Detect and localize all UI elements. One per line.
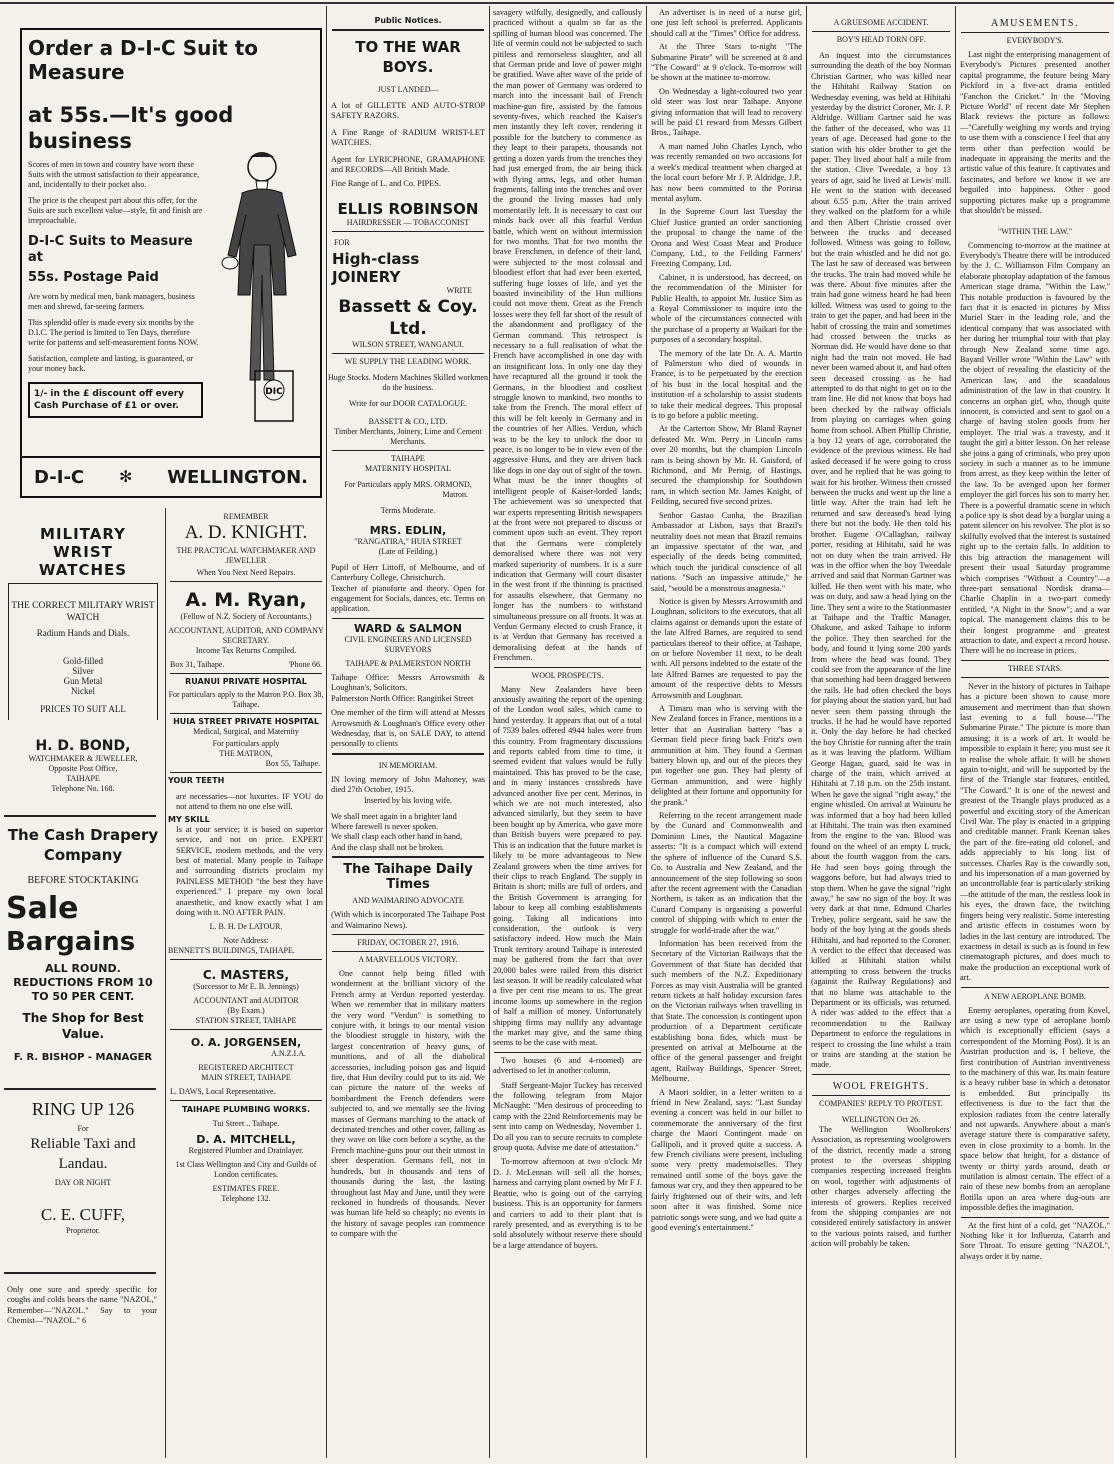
maternity-line-1: For Particulars apply MRS. ORMOND,	[344, 479, 472, 489]
wool-prospects-body: Many New Zealanders have been anxiously awaiting the report of the opening of the London wool sales, which came to hand yesterday. It appears that out of a total of 7539 bales offered 4944 bales were from this country. From fragmentary discussions and reports cabled from time to time, it seemed evident that values would be fully maintained. This has proved to be the case, and in many instances crossbreds have advanced another five per cent. Merinos, in which we are not much interested, also advanced similarly, but they seem to have been bought up by America, who gave more than British buyers were prepared to pay. This is an indication that the future market is likely to be more advantageous to New Zealand growers when the time arrives for their clips to reach England. The supply in Britain is short; mills are full of orders, and the British Government is arranging for labour to keep all combing establishments going. Taking all indications into consideration, the outlook is very satisfactory indeed. How much the Main Trunk territory around Taihape is interested may be gathered from the fact that over 20,000 bales were railed from this district last season. It will be readily calculated what a five per cent rise means to us. The great income looms up somewhere in the region of half a million of money. Unfortunately shipping firms may nullify any advantage the market may give, and the same thing seems to be the case with meat.	[493, 684, 642, 1048]
victory-headline: A MARVELLOUS VICTORY.	[358, 954, 458, 964]
cash-line-3: The Shop for Best Value.	[22, 1011, 144, 1041]
masters-name: C. MASTERS,	[202, 968, 290, 983]
maternity-line-2: Matron.	[442, 489, 468, 499]
wool-freights-headline: WOOL FREIGHTS.	[832, 1080, 930, 1092]
mitchell-line-2: 1st Class Wellington and City and Guilds of London certificates.	[175, 1160, 317, 1180]
knight-line-2: When You Next Need Repairs.	[196, 568, 296, 577]
maternity-headline-1: TAIHAPE	[391, 453, 425, 463]
jorgensen-line-1: A.N.Z.I.A.	[271, 1049, 306, 1059]
edlin-line-3: Teacher of pianoforte and theory. Open for engagement for Socials, dances, etc. Terms on application.	[331, 583, 485, 614]
cash-drapery-advert	[6, 825, 160, 1063]
jorgensen-line-2: REGISTERED ARCHITECT	[198, 1063, 294, 1073]
dic-headline-1: Order a D-I-C Suit to Measure	[28, 36, 259, 84]
cash-line-2: ALL ROUND. REDUCTIONS FROM 10 TO 50 PER CENT.	[13, 962, 153, 1003]
ring-line-4: DAY OR NIGHT	[54, 1178, 112, 1187]
note-9: Senhor Gastao Cunha, the Brazilian Ambassador at Lisbon, says that Brazil's neutrality does not mean that Brazil remains an impassive spectator of the war, and especially of the deeds being committed, which touch the juridical conscience of all nations. "Such an impassive attitude," he said, "would be a monstrous anagnesia."	[651, 510, 802, 593]
masters-line-2: ACCOUNTANT and AUDITOR	[193, 996, 299, 1006]
three-stars-body: Never in the history of pictures in Taihape has a picture been shown to cause more amusement and merriment than that shown last evening to a full house—"The Submarine Pirate." The picture is more than amusing; it is a work of art. It would be impossible to explain it here; you must see it to realise the whole affair. It will be shown again to-night, and will be supported by the first of the Triangle star features, entitled, "The Coward." It is one of the newest and greatest of the Triangle plays produced as a powerful and exciting story of the American Civil War. The play is enacted in a gripping and creditable manner. Frank Keenan takes the part of the fire-eating old colonel, and adds appreciably to his long list of successes. Charles Ray is the cowardly son, and his impersonation of a man governed by an uncontrollable fear is particularly striking—the attitude of the man, the restless look in his eyes, the drawn face, the twitching fingers being very realistic. Some interesting and artistic effects in costumes worn by ladies in the last century are introduced. The exactness in detail is such as is found in few cinematograph pictures, and does much to make the production an exceptional work of art.	[960, 681, 1110, 983]
mw-line-1: THE CORRECT MILITARY WRIST WATCH	[11, 601, 155, 623]
mitchell-name: D. A. MITCHELL,	[196, 1133, 296, 1147]
column-3	[328, 8, 488, 1460]
column-4	[490, 8, 645, 1460]
bomb-body: Enemy aeroplanes, operating from Kovel, are using a new type of aeroplane bomb which is exceptionally efficient (says a correspondent of the Morning Post). It is an Austrian production and is, I believe, the first contribution of Austrian inventiveness to the machinery of this war. Its main feature is a heavy rubber base in which a detonator is embedded. But principally its effectiveness is due to the fact that the explosion radiates from the centre laterally and not upwards. Anywhere about a man's average stature there is comparative safety, even in close proximity to a bomb. In the space below that height, for a distance of twenty or thirty yards around, death or mutilation is almost certain. The effect of a rain of these new bombs from an aeroplane flotilla upon an area where dug-outs are impossible defies the imagination.	[960, 1005, 1110, 1213]
bassett-address: WILSON STREET, WANGANUI.	[352, 339, 464, 349]
public-notices-label: Public Notices.	[374, 16, 442, 25]
three-stars-headline: THREE STARS.	[1007, 663, 1063, 673]
skill-signature: L. B. H. De LATOUR.	[209, 922, 283, 932]
note-1: An advertiser is in need of a nurse girl, one just left school is preferred. Applicants should call at the "Times" Office for address.	[651, 8, 802, 38]
ward-line-2: TAIHAPE & PALMERSTON NORTH	[345, 658, 471, 668]
within-law-headline: "WITHIN THE LAW."	[997, 226, 1073, 236]
note-mclennan: To-morrow afternoon at two o'clock Mr D. J. McLennan will sell all the horses, harness and carrying plant owned by Mr F J. Beattie, who is going out of the carrying business. This is an opportunity for farmers and carriers to add to their plant that is rarely presented, and as everything is to be sold absolutely without reserve there should be a large attendance of buyers.	[493, 1157, 642, 1250]
ring-proprietor: Proprietor.	[66, 1226, 100, 1235]
accident-subhead: BOY'S HEAD TORN OFF.	[836, 35, 926, 44]
edlin-line-2: Pupil of Herr Littoff, of Melbourne, and of Canterbury College, Christchurch.	[331, 562, 485, 583]
amusements-headline: AMUSEMENTS.	[991, 18, 1079, 29]
mitchell-line-1: Registered Plumber and Drainlayer.	[188, 1146, 304, 1156]
skill-address-1: Note Address:	[223, 936, 269, 946]
ward-line-1: CIVIL ENGINEERS AND LICENSED SURVEYORS	[344, 634, 472, 654]
ellis-line-1: HAIRDRESSER — TOBACCONIST	[346, 217, 470, 227]
star-icon: ✻	[118, 469, 133, 486]
column-7	[957, 8, 1113, 1460]
suited-man-illustration	[212, 145, 312, 395]
memoriam-line-6: And the clasp shall not be broken.	[331, 842, 445, 852]
mw-line-5: Gun Metal	[63, 676, 103, 686]
column-rule	[806, 6, 807, 1458]
ring-line-1: For	[77, 1124, 89, 1133]
bomb-headline: A NEW AEROPLANE BOMB.	[983, 991, 1087, 1001]
column-rule	[955, 6, 956, 1458]
accident-headline: A GRUESOME ACCIDENT.	[833, 18, 929, 27]
memoriam-line-3: We shall meet again in a brighter land	[331, 811, 457, 821]
bond-line-3: TAIHAPE	[66, 774, 100, 783]
huia-line-3: THE MATRON,	[219, 749, 273, 758]
edlin-address: "RANGATIRA," HUIA STREET	[354, 536, 462, 546]
times-subtitle: AND WAIMARINO ADVOCATE	[352, 896, 464, 906]
note-12: Referring to the recent arrangement made by the Cunard and Commonwealth and Dominion Lines, the Nautical Magazine asserts: "It is a compact which will extend the sphere of influence of the Cunard S.S. Co. to Australia and New Zealand, and the announcement of the step following so soon after the recent agreement with the Canadian Northern, is taken as an indication that the Cunard Company is organising a powerful control of shipping with which to enter the struggle for world-trade after the war."	[651, 811, 802, 935]
wool-freights-subhead: COMPANIES' REPLY TO PROTEST.	[819, 1098, 943, 1108]
huia-headline: HUIA STREET PRIVATE HOSPITAL	[173, 717, 319, 726]
war-line-5: Fine Range of L. and Co. PIPES.	[331, 179, 441, 189]
ruanui-line-1: For particulars apply to the Matron P.O. Box 38, Taihape.	[168, 690, 324, 709]
bassett-line-2: Huge Stocks. Modern Machines Skilled workmen do the business.	[328, 372, 488, 392]
mw-headline: MILITARY WRIST WATCHES	[38, 525, 128, 579]
dic-logo-icon	[254, 370, 294, 422]
note-14: A Maori soldier, in a letter written to a friend in New Zealand, says: "Last Sunday evening a concert was held in our billet to commemorate the anniversary of the first charge the Maori Contingent made on Gallipoli, and it proved quite a success. A few French civilians were present, including some very pretty mademoiselles. They remained until some of the boys gave the famous war cry, and they then appeared to be fairly frightened out of their wits, and left soon after it was finished. Some nice patriotic songs were sung, and we had quite a good evening's entertainment."	[651, 1087, 802, 1232]
war-line-4: Agent for LYRICPHONE, GRAMAPHONE and RECORDS—All British Made.	[331, 154, 485, 175]
memoriam-line-2: Inserted by his loving wife.	[364, 795, 452, 805]
cash-line-4: F. R. BISHOP - MANAGER	[13, 1052, 153, 1063]
jorgensen-line-4: L. DAWS, Local Representative.	[170, 1087, 276, 1097]
dic-advert	[20, 28, 322, 498]
plumbing-headline: TAIHAPE PLUMBING WORKS.	[181, 1105, 311, 1115]
bond-line-4: Telephone No. 168.	[51, 784, 115, 793]
knight-line-1: THE PRACTICAL WATCHMAKER AND JEWELLER	[176, 546, 316, 565]
everybodys-body: Last night the enterprising management of Everybody's Pictures presented another capital programme, the feature being Mary Pickford in a five-act drama entitled "Fanchon the Cricket." In the "Moving Picture World" of recent date Mr Stephen Black reviews the picture as follows:—"Carefully weighing my words and trying to use them with a conscience I feel that any term other than perfection would be inadequate in appraising the merits and the artistic value of this feature. It captivates and fascinates, and before we know it we are beguiled into happiness. Other good supporting pictures make up a programme that shouldn't be missed.	[960, 50, 1110, 216]
column-2b	[165, 508, 326, 1458]
note-4: A man named John Charles Lynch, who was recently remanded on two occasions for a week's medical treatment when charged at the local court before Mr J. P. Aldridge, J.P., has now been committed to the Porirua mental asylum.	[651, 141, 802, 203]
dic-footer	[22, 456, 320, 496]
dic-para-5: Satisfaction, complete and lasting, is guaranteed, or your money back.	[28, 354, 194, 373]
note-6: Cabinet, it is understood, has decreed, on the recommendation of the Minister for Public Health, to appoint Mr. Justice Sim as a Royal Commissioner to inquire into the whole of the circumstances connected with the purchase of a property at Waikari for the purposes of a secondary hospital.	[651, 272, 802, 345]
note-11: A Timaru man who is serving with the New Zealand forces in France, mentions in a letter that an Australian battery "has a German field piece firing back Fritz's own ammunition at him. They found a German battery blown up, and out of the pieces they put together one gun. They had plenty of German ammunition, and were highly delighted at their fortune and opportunity for the prank."	[651, 704, 802, 807]
column-6	[808, 8, 954, 1460]
memoriam-line-4: Where farewell is never spoken.	[331, 821, 439, 831]
plumbing-line-1: Tui Street .. Taihape.	[212, 1119, 280, 1129]
dic-para-4: This splendid offer is made every six months by the D.I.C. The period is limited to Ten Days, therefore write for patterns and self-measurement forms NOW.	[28, 318, 199, 347]
bassett-line-3: Write for our DOOR CATALOGUE.	[349, 398, 467, 408]
teeth-line-1: are necessaries—not luxuries. IF YOU do not attend to them no one else will.	[176, 792, 323, 812]
within-law-body: Commencing to-morrow at the matinee at Everybody's Theatre there will be introduced by the J. C. Williamson Film Company an elaborate photoplay adaptation of the famous American stage drama, "Within the Law." This notable production is favoured by the fact that it is enacted in pictures by Miss Muriel Starr in the leading role, and the identical company that was associated with her during her triumphal tour with that play through New Zealand some time ago. Bayard Veiller wrote "Within the Law" with the object of revealing the elasticity of the American law, and the scandalous administration of the law in that country. It concerns an orphan girl, who, though quite innocent, is convicted and sent to gaol on a charge of having stolen goods from her employer. The trial was a travesty, and it taught the girl a bitter lesson. On her release she joins a gang of criminals, who prey upon society in such a manner as to be immune from arrest, as they keep within the letter of the law. To be avenged upon her former employer the girl forces his son to marry her. There is a powerful dramatic scene in which a police spy is shot dead by a burglar using a patent silencer on his revolver. The plot is so skilfully evolved that the interest is sustained right up to the certain falls. In addition to this big attraction the management will present their usual Saturday programme which comprises "Without a Country"—a three-part sensational Nordisk drama—Charlie Chaplin in a two-part comedy entitled, "A Night in the Snow"; and a war topical. The management claims this to be their longest programme and greatest attraction to date, and expect a record house. There will be no increase in prices.	[960, 240, 1110, 656]
jorgensen-name: O. A. JORGENSEN,	[190, 1036, 302, 1050]
note-7: The memory of the late Dr. A. A. Martin of Palmerston who died of wounds in France, is to be perpetuated by the erection of his bust in the local hospital and the institution of a scholarship to assist students to take their medical degrees. This proposal is to go before a public meeting.	[651, 348, 802, 421]
dic-headline-3: D-I-C Suits to Measure at	[28, 234, 193, 265]
nazol-notice-2: At the first hint of a cold, get "NAZOL." Nothing like it for Influenza, Catarrh and Sore Throat. To ensure getting "NAZOL", always order it by name.	[960, 1220, 1110, 1261]
dic-footer-left: D-I-C	[34, 466, 85, 488]
dic-para-3: Are worn by medical men, bank managers, business men and shrewd, far-seeing farmers.	[28, 292, 195, 311]
ryan-line-1: (Fellow of N.Z. Society of Accountants.)	[180, 612, 312, 621]
everybodys-headline: EVERYBODY'S.	[1006, 36, 1064, 45]
joinery-write: WRITE	[446, 285, 472, 295]
mw-line-2: Radium Hands and Dials.	[36, 628, 130, 638]
mw-line-7: PRICES TO SUIT ALL	[40, 704, 126, 714]
war-line-3: A Fine Range of RADIUM WRIST-LET WATCHES.	[331, 127, 485, 148]
times-masthead: The Taihape Daily Times	[343, 862, 473, 893]
wool-prospects-headline: WOOL PROSPECTS.	[531, 670, 604, 680]
ryan-name: A. M. Ryan,	[185, 589, 307, 611]
note-3: On Wednesday a light-coloured two year old steer was lost near Taihape. Anyone giving information that will lead to recovery will be paid £1 reward from Messrs Gilbert Bros., Taihape.	[651, 86, 802, 138]
svg-text:DIC: DIC	[265, 387, 283, 397]
cash-headline: The Cash Drapery Company	[7, 826, 159, 864]
mw-line-3: Gold-filled	[63, 656, 103, 666]
dic-discount: 1/- in the £ discount off every Cash Purchase of £1 or over.	[28, 382, 203, 418]
victory-body: One cannot help being filled with wonderment at the brilliant victory of the French army at Verdun reported yesterday. When we remember that in military matters the very word "Verdun" is something to conjure with, it brings to our mental vision the bloodiest struggle in history, with the largest concentration of heavy guns, of munitions, and of all the diabolical accessories, including poison gas and liquid fire, that Hun devilry could put to its aid. We can picture the nature of the weeks of bombardment the French defenders were subjected to, and we mentally see the living masses of Germans marching to the attack of decimated trenches and other cover, falling as they wave on like corn before a scythe, as the French machine-guns pour out their utmost in sheer desperation. Germans fell, not in hundreds, but in thousands and tens of thousands during the last, the lasting throughout last May and June, until they were reckoned in hundreds of thousands. Never was human life held so cheaply; no events in the history of savage peoples can commence to compare with the	[331, 968, 485, 1239]
skill-address-2: BENNETT'S BUILDINGS, TAIHAPE.	[168, 946, 295, 956]
dic-para-2: The price is the cheapest part about this offer, for the Suits are such excellent value—style, fit and finish are irreproachable.	[28, 196, 203, 225]
editorial-continued: savagery wilfully, designedly, and callously practiced without a qualm so far as the spilling of human blood was concerned. The life of vermin could not be subjected to such pitiless and remorseless slaughter, and all that German pride and love of power might be gratified. Wave after wave of the pride of the man power of Germany was ordered to march into the incessant hail of French machine-gun fire, assisted by the famous seventy-fives, which reached the Kaiser's men instantly they left cover, rendering it possible for the butchery to commence as they leapt to their parapets, thousands not getting a dozen yards from the trenches they had just emerged from, the air being thick with flying arms, legs, and other human fragments, falling into the trenches and over the ground the living masses had only momentarily left. It is necessary to cast our minds back over all this fearful Verdun battle, which went on without intermission for two months. That for two months the brave Frenchmen, in defence of their land, were subjected to the most colossal and bloodiest effort that had ever been exerted, suffering huge losses of life, and yet the boasted invincibility of the Hun millions could not move them. Great as the French losses were they fell far short of the result of the abandonment and profligacy of the German command. This retrospect is necessary to a full realisation of what the French have accomplished in one day with an insignificant loss. In only one day they have recaptured all the ground it took the Germans, in the bloodiest and costliest struggle known to mankind, two months to take from the French. The moral effect of this will be felt keenly in Germany and in the countries of her Allies. Verdun, which was to be the key to unlock the door to peace, is no longer to be in view even of the aggressive Huns, and they are driven back like dogs in one day out of sight of the town. What must be the inner thoughts of intelligent people of Kaiser-lorded lands; The achievement was so unexpected that war experts representing British newspapers at the front were not prepared to discuss or comment upon such an event. They report that the Germans were completely demoralised where there was not very marked superiority of numbers. It is a sure indication that Germany will court disaster in the west front if the thinning is practised for assaults elsewhere, that Germany no longer has the numbers to withstand simultaneous pressure on all fronts. It was at Verdun Germany elected to crush France, it is at Verdun that Germany has received a demoralising defeat at the hands of Frenchmen.	[493, 8, 642, 663]
edlin-line-1: (Late of Feilding.)	[378, 546, 438, 556]
ryan-line-2: ACCOUNTANT, AUDITOR, AND COMPANY SECRETARY.	[168, 626, 324, 645]
times-date: FRIDAY, OCTOBER 27, 1916.	[357, 937, 459, 947]
column-rule	[326, 6, 327, 1458]
joinery-for: FOR	[334, 237, 350, 247]
war-line-2: A lot of GILLETTE AND AUTO-STROP SAFETY RAZORS.	[331, 101, 485, 121]
dic-headline-2: at 55s.—It's good business	[28, 103, 234, 153]
taxi-advert	[6, 1098, 160, 1236]
column-rule	[646, 6, 647, 1458]
bond-line-2: Opposite Post Office,	[48, 764, 118, 773]
memoriam-line-1: IN loving memory of John Mahoney, was died 27th October, 1915.	[331, 774, 485, 795]
joinery-headline: High-class JOINERY	[332, 249, 420, 286]
bassett-line-1: WE SUPPLY THE LEADING WORK.	[344, 356, 472, 366]
bassett-line-5: Timber Merchants, Joinery, Lime and Cement Merchants.	[334, 426, 482, 446]
note-13: Information has been received from the Secretary of the Victorian Railways that the Government of that State has decided that such members of the N.Z. Expeditionary Forces as may visit Australia will be granted return tickets at half holiday excursion fares on the Victorian railways when travelling in that State. The concession is contingent upon production of a Department certificate establishing bona fides, which must be presented on arrival at Melbourne at the office of the general passenger and freight agent, Railway Buildings, Spencer Street, Melbourne.	[651, 938, 802, 1084]
bond-name: H. D. BOND,	[35, 738, 131, 754]
ward-line-5: One member of the firm will attend at Messrs Arrowsmith & Loughnan's Office every other Wednesday, that is, on SALE DAY, to attend personally to clients	[331, 708, 485, 749]
mw-line-6: Nickel	[71, 686, 95, 696]
ryan-line-4: Box 31, Taihape.	[170, 660, 225, 669]
ryan-line-5: 'Phone 66.	[288, 660, 322, 669]
huia-line-4: Box 55, Taihape.	[265, 759, 320, 768]
ellis-name: ELLIS ROBINSON	[337, 199, 479, 218]
maternity-line-3: Terms Moderate.	[380, 505, 436, 515]
maternity-headline-2: MATERNITY HOSPITAL	[365, 463, 451, 473]
masters-line-3: (By Exam.)	[227, 1006, 265, 1016]
column-5	[648, 8, 805, 1460]
ring-line-2: Reliable Taxi and	[30, 1136, 136, 1152]
note-2: At the Three Stars to-night "The Submarine Pirate" will be screened at 8 and "The Coward" at 9 o'clock. To-morrow will be shown at the matinee to-morrow.	[651, 42, 802, 83]
mw-line-4: Silver	[72, 666, 94, 676]
ruanui-headline: RUANUI PRIVATE HOSPITAL	[185, 677, 307, 686]
remember-label: REMEMBER	[223, 512, 269, 521]
ward-headline: WARD & SALMON	[354, 621, 462, 635]
times-line-1: (With which is incorporated The Taihape Post and Waimarino News).	[331, 910, 485, 930]
dic-headline-4: 55s. Postage Paid	[28, 270, 159, 285]
accident-body: An inquest into the circumstances surrounding the death of the boy Norman Christian Gartner, who was killed near the Hihitahi Railway Station on Wednesday evening, was held at Hihitahi yesterday by the district Coroner, Mr. J. P. Aldridge. William Gartner said he was the father of the deceased, who was 11 years of age. Deceased had gone to the station with his older brother to get the paper. They lived about half a mile from the station. Clive Tweedale, a boy 13 years of age, said he lived at Lewis' mill. He went to the station with deceased about 6.55 p.m. After the train arrived they walked on the platform for a while and then Albert Christie crossed over between the trucks and deceased followed. Witness was going to follow, but the train whistled and he did not go. The last he saw of deceased was between the trucks. The train had moved while he was there. About five minutes after the train had gone witness heard he had been killed. Witness was used to going to the train to get the paper, and had been in the habit of crossing the train and sometimes had crossed between the trucks as Norman did. He would have done so that night had the train not moved. He had never been warned about it, and had often seen deceased crossing as he had attempted to do that night to get on to the tram line. He did not know that boys had been checked by the railway officials from playing on carriages when going home from school. Albert Phillip Christie, a boy 12 years of age, corroborated the evidence of the previous witness. He had asked deceased if he were going to cross over, and he replied that he was going to wait for his brother. Witness then crossed between the trucks and went up the line a little way. After the train had left he returned and saw deceased's head lying there but not the body. He then told his brother. Eugene O'Callaghan, railway porter, residing at Hihitahi, said he was not on duty when the train arrived. He was in the office when the boy Tweedale arrived and said that Norman Gartner was killed. He then went with his mate, who was on duty, and saw a head lying on the line. They sent a wire to the Stationmaster at Taihape and the Traffic Manager, Ohakune, and asked Taihape to inform the police. They then searched for the body, and found it lying some 200 yards from where the head was found. They could see from the appearance of the line that something had been dragged between the rails. He had often checked the boys for playing about the station yard, but had never seen them passing through the trucks. If he had he would have reported it. Only the day before he had checked the boy Christie for running after the train as it was leaving the platform. William George Hagan, guard, said he was in charge of the train, which arrived at Hihitahi at 7.18 p.m. on the 25th instant. When he gave the signal "right away," the engine whistled. On arrival at Waiouru he was informed that a boy had been killed at Hihitahi. The train was then examined from the engine to the van. Blood was found on the wheel of an empty L truck, about the fourth waggon from the cars. He had seen boys going through the waggons before, but had always tried to stop them. When he gave the signal "right away," he saw no sign of the boy. It was very dark at that time. Edmund Charles Trebey, police sergeant, said he saw the body of the boy lying at the goods sheds Hihitahi, and had reported to the Coroner. A verdict to the effect that deceased was killed at Hihitahi station whilst attempting to cross between the trucks (against the Railway Regulations) and that no blame was attachable to the Department or its officials, was returned. A rider was added to the effect that a recommendation to the Railway Department to enforce the regulations in respect to crossing the line whilst a train or trains are standing at the station be made.	[811, 51, 951, 1070]
bond-line-1: WATCHMAKER & JEWELLER,	[28, 754, 138, 763]
ryan-line-3: Income Tax Returns Compiled.	[195, 646, 297, 655]
memoriam-line-5: We shall clasp each other hand in hand,	[331, 832, 463, 842]
note-5: In the Supreme Court last Tuesday the Chief Justice granted an order sanctioning the proposal to change the name of the Orona and West Coast Meat and Produce Company, Ltd., to the Feilding Farmers' Freezing Company, Ltd.	[651, 207, 802, 269]
cash-bargains: Bargains	[6, 927, 136, 957]
bassett-name: Bassett & Coy. Ltd.	[338, 296, 478, 339]
memoriam-headline: IN MEMORIAM.	[378, 760, 438, 770]
dic-footer-right: WELLINGTON.	[167, 466, 308, 488]
ring-name: C. E. CUFF,	[40, 1205, 126, 1224]
nazol-notice: Only one sure and speedy specific for coughs and colds bears the name "NAZOL," Remember—"NAZOL." Say to your Chemist—"NAZOL." 6	[7, 1285, 157, 1326]
jorgensen-line-3: MAIN STREET, TAIHAPE	[201, 1073, 291, 1083]
mitchell-line-4: Telephone 132.	[221, 1194, 271, 1204]
note-8: At the Carterton Show, Mr Bland Rayner defeated Mr. Wm. Perry in Lincoln rams over 20 months, but the champion Lincoln ram is being shown by Mr. H. Gaisford, of Richmond, and Mr Pernig, of Hastings, secured the championship for Southdown ram, in which section Mr. James Knight, of Feilding, secured five second prizes.	[651, 424, 802, 507]
war-boys-headline: TO THE WAR BOYS.	[355, 38, 461, 76]
bassett-line-4: BASSETT & CO., LTD.	[368, 416, 448, 426]
skill-line-1: Is at your service; it is based on superior service, and not on price. EXPERT SERVICE, modern methods, and the very best of material. Many people in Taihape and surrounding districts proclaim my PAINLESS METHOD "the best they have experienced." I prepare my own local anaesthetic, and know exactly what I am doing with it. NO AFTER PAIN.	[176, 824, 323, 918]
wool-freights-dateline: WELLINGTON Oct 26.	[841, 1114, 921, 1124]
note-10: Notice is given by Messrs Arrowsmith and Loughnan, solicitors to the executors, that all claims against or demands upon the estate of the late Alfred Barnes, are required to send particulars thereof to their office, at Taihape, on or before November 11 next, to be dealt with. All persons indebted to the estate of the late Alfred Barnes are requested to pay the amount of the respective debts to Messrs Arrowsmith and Loughnan.	[651, 596, 802, 700]
huia-line-2: For particulars apply	[212, 739, 280, 748]
note-houses: Two houses (6 and 4-roomed) are advertised to let in another column.	[493, 1055, 642, 1076]
knight-name: A. D. KNIGHT.	[184, 522, 308, 543]
skill-headline: MY SKILL	[168, 814, 210, 824]
huia-line-1: Medical, Surgical, and Maternity	[193, 727, 299, 736]
wool-freights-body: The Wellington Woolbrokers' Association, as representing woolgrowers of the district, recently made a strong protest to the overseas shipping companies respecting increased freights on wool, together with adjustments of other charges adversely affecting the interests of growers. Replies received from the shipping companies are not considered entirely satisfactory in answer to the various points raised, and further action will probably be taken.	[811, 1124, 951, 1249]
mitchell-line-3: ESTIMATES FREE.	[212, 1184, 280, 1194]
teeth-headline: YOUR TEETH	[168, 776, 225, 785]
cash-line-1: BEFORE STOCKTAKING	[27, 875, 139, 886]
masters-line-4: STATION STREET, TAIHAPE	[195, 1016, 297, 1026]
war-line-1: JUST LANDED—	[377, 85, 439, 94]
bond-advert	[8, 738, 158, 794]
ring-line-3: Landau.	[58, 1156, 108, 1172]
note-tuckey: Staff Sergeant-Major Tuckey has received the following telegram from Major McNaught: "Men desirous of proceeding to camp with the 22nd Reinforcements may be sent into camp on Wednesday, November 1. Do all you can to secure recruits to complete group quota. Advise me date of attestation."	[493, 1080, 642, 1153]
ward-line-4: Palmerston North Office: Rangitikei Street	[331, 693, 474, 703]
military-watches-advert	[8, 525, 158, 720]
top-rule	[0, 2, 1114, 4]
ward-line-3: Taihape Office: Messrs Arrowsmith & Loughnan's, Solicitors.	[331, 672, 485, 693]
masters-line-1: (Successor to Mr E. B. Jennings)	[193, 982, 299, 992]
ring-headline: RING UP 126	[31, 1099, 135, 1119]
dic-para-1: Scores of men in town and country have worn these Suits with the utmost satisfaction to their appearance, and, incidentally to their pocket also.	[28, 160, 200, 189]
edlin-name: MRS. EDLIN,	[369, 523, 447, 537]
cash-sale: Sale	[6, 891, 79, 926]
